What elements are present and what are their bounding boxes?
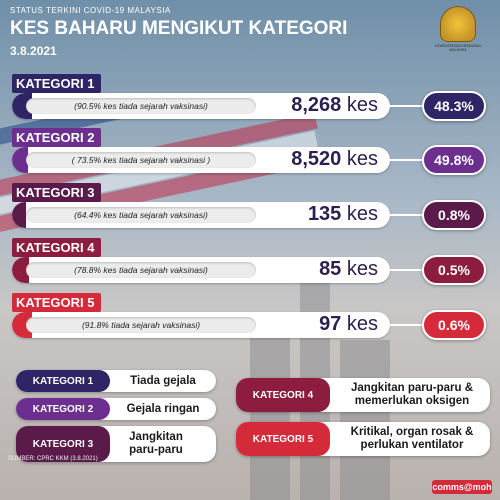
case-unit: kes [346,258,378,280]
case-count-number: 8,520 [291,148,342,170]
case-percent: 0.6% [422,310,486,340]
legend-tag: KATEGORI 2 [16,398,110,420]
legend-item-5 [236,422,490,456]
category-title: KATEGORI 3 [12,183,101,202]
vaccination-note: ( 73.5% kes tiada sejarah vaksinasi ) [26,152,256,168]
vaccination-note: (91.8% tiada sejarah vaksinasi) [26,317,256,333]
case-count [319,313,378,336]
category-title: KATEGORI 2 [12,128,101,147]
category-title: KATEGORI 4 [12,238,101,257]
connector-line [390,159,424,161]
legend-tag: KATEGORI 3 [16,426,110,462]
legend-item-1 [16,370,216,392]
case-unit: kes [346,94,378,116]
report-date: 3.8.2021 [10,44,57,58]
header-subtitle: STATUS TERKINI COVID-19 MALAYSIA [10,6,171,15]
vaccination-note: (64.4% kes tiada sejarah vaksinasi) [26,207,256,223]
case-count [308,203,378,226]
case-count-number: 97 [319,313,342,335]
page-title: KES BAHARU MENGIKUT KATEGORI [10,18,348,39]
legend-item-2 [16,398,216,420]
category-bar [12,202,390,228]
case-unit: kes [346,203,378,225]
case-count-number: 135 [307,203,342,225]
category-title: KATEGORI 5 [12,293,101,312]
legend-item-4 [236,378,490,412]
category-bar [12,257,390,283]
legend-desc: Gejala ringan [126,402,200,415]
case-unit: kes [346,148,378,170]
legend-tag: KATEGORI 1 [16,370,110,392]
legend-desc: Jangkitan paru-paru [129,431,183,456]
legend-desc: Jangkitan paru-paru & memerlukan oksigen [350,382,474,407]
case-percent: 48.3% [422,91,486,121]
source-note: SUMBER: CPRC KKM (3.8.2021) [8,456,98,462]
category-bar [12,93,390,119]
connector-line [390,269,424,271]
case-unit: kes [346,313,378,335]
legend-tag: KATEGORI 5 [236,422,330,456]
legend-tag: KATEGORI 4 [236,378,330,412]
case-percent: 0.5% [422,255,486,285]
legend-desc: Kritikal, organ rosak & perlukan ventilator [350,426,474,451]
legend-desc: Tiada gejala [130,374,196,387]
crest-icon [440,6,476,42]
case-percent: 49.8% [422,145,486,175]
vaccination-note: (78.8% kes tiada sejarah vaksinasi) [26,262,256,278]
category-bar [12,147,390,173]
category-title: KATEGORI 1 [12,74,101,93]
case-count [291,148,378,171]
case-count [319,258,378,281]
category-bar [12,312,390,338]
case-count [291,94,378,117]
case-percent: 0.8% [422,200,486,230]
connector-line [390,324,424,326]
connector-line [390,105,424,107]
vaccination-note: (90.5% kes tiada sejarah vaksinasi) [26,98,256,114]
brand-logo: comms@moh [432,482,492,492]
case-count-number: 85 [319,258,342,280]
ministry-crest [430,6,486,58]
city-building [340,340,390,500]
connector-line [390,214,424,216]
case-count-number: 8,268 [291,94,342,116]
crest-label: KEMENTERIAN KESIHATAN MALAYSIA [435,44,481,52]
